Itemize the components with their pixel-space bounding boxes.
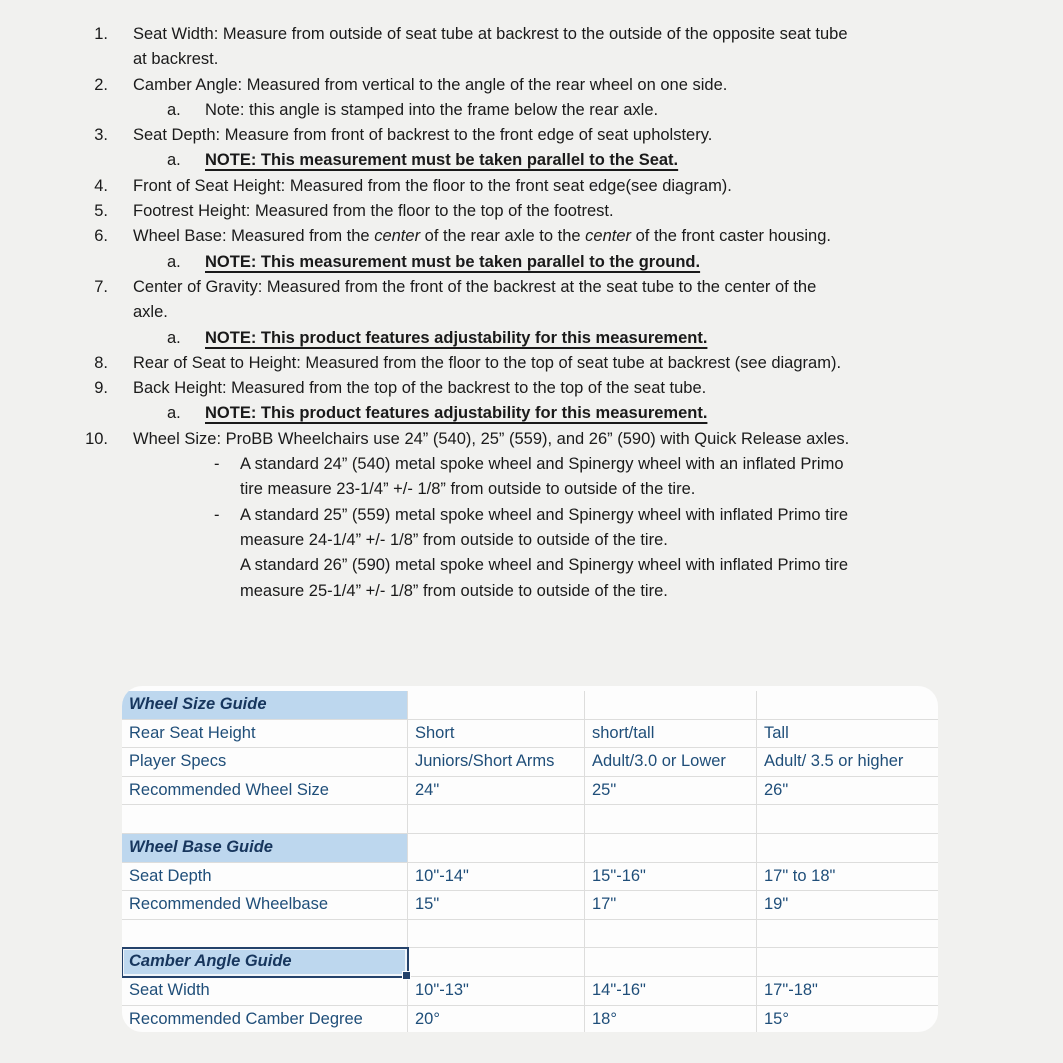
table-cell[interactable] <box>757 834 938 863</box>
table-cell[interactable] <box>408 691 585 720</box>
table-cell[interactable]: Tall <box>757 720 938 749</box>
table-cell[interactable]: 10"-13" <box>408 977 585 1006</box>
note-sub-item <box>133 326 905 351</box>
table-cell[interactable]: Seat Width <box>122 977 408 1006</box>
table-cell[interactable] <box>585 834 757 863</box>
list-item <box>0 22 960 73</box>
table-cell[interactable]: 14"-16" <box>585 977 757 1006</box>
table-cell[interactable] <box>757 805 938 834</box>
list-item <box>0 73 960 124</box>
list-item <box>0 224 960 275</box>
sub-item <box>133 98 905 123</box>
table-cell[interactable]: 25" <box>585 777 757 806</box>
table-cell[interactable]: Seat Depth <box>122 863 408 892</box>
bullet-text: A standard 26” (590) metal spoke wheel and Spinergy wheel with inflated Primo tire measure 25-1/4” +/- 1/8” from outside to outside of the tire. <box>240 556 849 600</box>
sub-item-marker: a. <box>167 328 181 347</box>
table-cell[interactable]: 26" <box>757 777 938 806</box>
plain-text: Front of Seat Height: Measured from the floor to the front seat edge(see diagram). <box>133 176 732 195</box>
table-cell[interactable]: 17" <box>585 891 757 920</box>
table-data-row <box>122 891 938 920</box>
table-cell[interactable]: 18° <box>585 1006 757 1032</box>
plain-text: Center of Gravity: Measured from the front of the backrest at the seat tube to the center of the axle. <box>133 277 817 322</box>
plain-text: Rear of Seat to Height: Measured from the floor to the top of seat tube at backrest (see diagram). <box>133 353 842 372</box>
list-item-text <box>133 275 853 326</box>
list-item-text <box>133 351 853 376</box>
list-item-text <box>133 73 853 98</box>
table-cell[interactable]: 15" <box>408 891 585 920</box>
bullet-item <box>133 452 960 503</box>
list-item-text <box>133 22 853 73</box>
list-item-number: 9. <box>94 379 108 398</box>
table-cell[interactable]: 24" <box>408 777 585 806</box>
list-item <box>0 174 960 199</box>
list-item-number: 1. <box>94 25 108 43</box>
sub-item-marker: a. <box>167 100 181 119</box>
list-item-text <box>133 199 853 224</box>
table-data-row <box>122 1006 938 1032</box>
table-cell[interactable]: 19" <box>757 891 938 920</box>
table-cell[interactable] <box>585 691 757 720</box>
bullet-text: A standard 24” (540) metal spoke wheel and Spinergy wheel with an inflated Primo tire measure 23-1/4” +/- 1/8” from outside to outside of the tire. <box>240 455 844 499</box>
table-cell[interactable]: Recommended Camber Degree <box>122 1006 408 1032</box>
table-cell[interactable]: Recommended Wheel Size <box>122 777 408 806</box>
plain-text: Footrest Height: Measured from the floor to the top of the footrest. <box>133 202 614 221</box>
dash-marker: - <box>214 455 220 474</box>
table-section-row <box>122 834 938 863</box>
list-item-text <box>133 123 853 148</box>
table-cell[interactable] <box>122 920 408 949</box>
list-item-number: 3. <box>94 126 108 145</box>
table-cell[interactable]: Player Specs <box>122 748 408 777</box>
table-cell[interactable] <box>408 805 585 834</box>
measurement-instructions-list <box>0 22 960 604</box>
list-item-number: 2. <box>94 75 108 94</box>
list-item-text <box>133 224 853 249</box>
sub-item-marker: a. <box>167 151 181 170</box>
table-cell[interactable] <box>757 920 938 949</box>
table-cell[interactable]: Short <box>408 720 585 749</box>
table-cell[interactable] <box>408 834 585 863</box>
list-item <box>0 427 960 604</box>
bullet-text: A standard 25” (559) metal spoke wheel and Spinergy wheel with inflated Primo tire measure 24-1/4” +/- 1/8” from outside to outside of the tire. <box>240 505 849 549</box>
note-text: NOTE: This measurement must be taken parallel to the Seat. <box>205 151 679 170</box>
table-cell[interactable] <box>122 805 408 834</box>
sub-item-marker: a. <box>167 404 181 423</box>
table-cell[interactable]: Juniors/Short Arms <box>408 748 585 777</box>
plain-text: Seat Width: Measure from outside of seat tube at backrest to the outside of the opposite seat tube at backrest. <box>133 25 848 69</box>
selection-fill-handle[interactable] <box>402 971 411 980</box>
table-cell[interactable] <box>757 691 938 720</box>
list-item-text <box>133 427 853 452</box>
table-cell[interactable] <box>757 948 938 977</box>
table-cell[interactable]: Rear Seat Height <box>122 720 408 749</box>
table-cell[interactable]: 17" to 18" <box>757 863 938 892</box>
table-cell[interactable]: Recommended Wheelbase <box>122 891 408 920</box>
list-item <box>0 275 960 351</box>
selected-section-header-cell[interactable]: Camber Angle Guide <box>122 948 408 977</box>
table-cell[interactable] <box>585 805 757 834</box>
note-sub-item <box>133 401 905 426</box>
list-item-number: 10. <box>85 429 108 448</box>
section-header-cell[interactable]: Wheel Base Guide <box>122 834 408 863</box>
note-sub-item <box>133 148 905 173</box>
italic-text: center <box>374 227 421 246</box>
table-empty-row <box>122 920 938 949</box>
plain-text: Camber Angle: Measured from vertical to the angle of the rear wheel on one side. <box>133 75 728 94</box>
table-cell[interactable]: 15"-16" <box>585 863 757 892</box>
table-cell[interactable] <box>408 920 585 949</box>
bullet-item <box>133 503 960 554</box>
list-item-number: 8. <box>94 353 108 372</box>
plain-text: Seat Depth: Measure from front of backrest to the front edge of seat upholstery. <box>133 126 713 145</box>
table-data-row <box>122 748 938 777</box>
list-item-number: 4. <box>94 176 108 195</box>
table-cell[interactable] <box>585 948 757 977</box>
list-item-text <box>133 174 853 199</box>
wheel-guide-table <box>122 691 938 1032</box>
table-cell[interactable] <box>585 920 757 949</box>
table-data-row <box>122 777 938 806</box>
spreadsheet-card <box>122 686 938 1032</box>
list-item <box>0 123 960 174</box>
table-cell[interactable]: Adult/ 3.5 or higher <box>757 748 938 777</box>
note-sub-item <box>133 250 905 275</box>
table-cell[interactable] <box>408 948 585 977</box>
list-item-number: 7. <box>94 277 108 296</box>
section-header-cell[interactable]: Wheel Size Guide <box>122 691 408 720</box>
table-section-row <box>122 948 938 977</box>
table-data-row <box>122 863 938 892</box>
plain-text: of the rear axle to the <box>420 227 586 246</box>
note-text: NOTE: This measurement must be taken parallel to the ground. <box>205 252 701 271</box>
bullet-item <box>133 553 960 604</box>
list-item <box>0 199 960 224</box>
plain-text: Wheel Size: ProBB Wheelchairs use 24” (540), 25” (559), and 26” (590) with Quick Release axles. <box>133 429 850 448</box>
list-item-number: 6. <box>94 227 108 246</box>
table-data-row <box>122 720 938 749</box>
sub-item-marker: a. <box>167 252 181 271</box>
italic-text: center <box>585 227 632 246</box>
table-cell[interactable]: 20° <box>408 1006 585 1032</box>
dash-marker: - <box>214 505 220 524</box>
plain-text: of the front caster housing. <box>631 227 831 246</box>
note-text: NOTE: This product features adjustability for this measurement. <box>205 404 708 423</box>
list-item-text <box>133 376 853 401</box>
table-cell[interactable]: Adult/3.0 or Lower <box>585 748 757 777</box>
table-data-row <box>122 977 938 1006</box>
table-cell[interactable]: 10"-14" <box>408 863 585 892</box>
plain-text: Wheel Base: Measured from the <box>133 227 375 246</box>
plain-text: Back Height: Measured from the top of the backrest to the top of the seat tube. <box>133 379 707 398</box>
table-empty-row <box>122 805 938 834</box>
list-item <box>0 351 960 376</box>
table-cell[interactable]: 15° <box>764 1009 789 1028</box>
table-cell[interactable]: 17"-18" <box>757 977 938 1006</box>
table-cell[interactable]: short/tall <box>585 720 757 749</box>
list-item <box>0 376 960 427</box>
list-item-number: 5. <box>94 202 108 221</box>
sub-item-text: Note: this angle is stamped into the frame below the rear axle. <box>205 100 659 119</box>
table-section-row <box>122 691 938 720</box>
note-text: NOTE: This product features adjustability for this measurement. <box>205 328 708 347</box>
